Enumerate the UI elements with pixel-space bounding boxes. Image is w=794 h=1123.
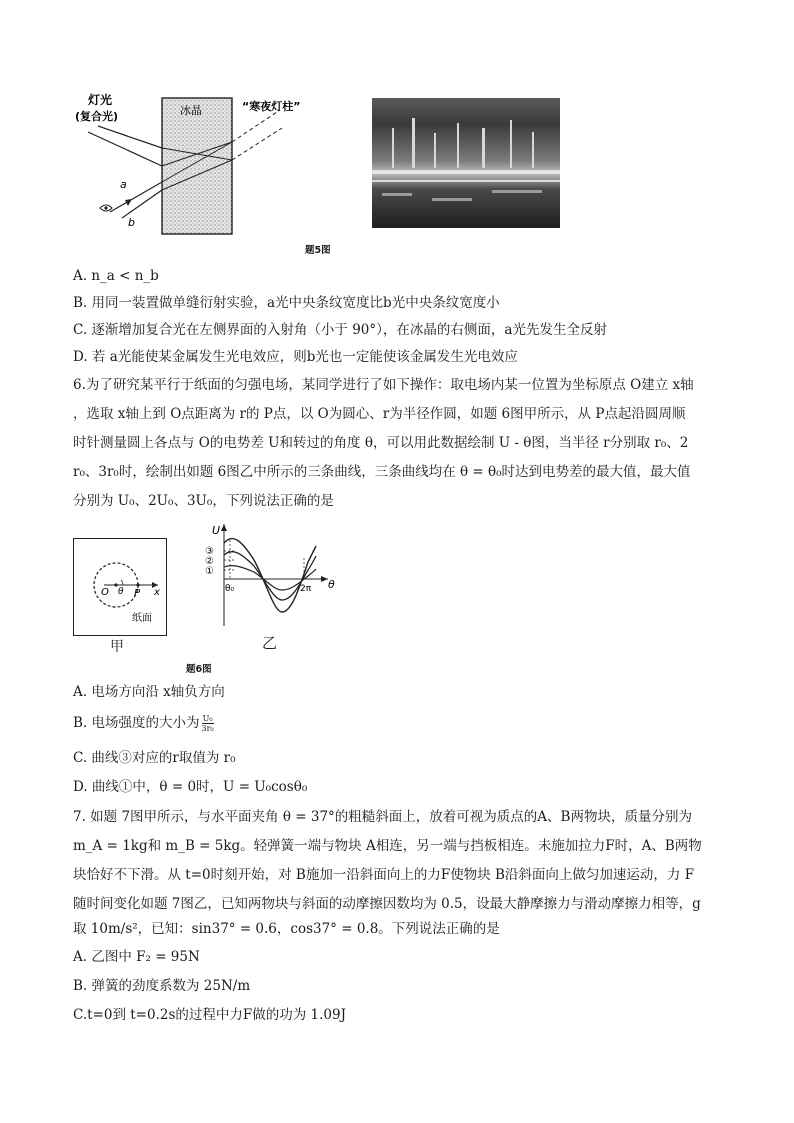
night-city-photo [372, 98, 560, 228]
theta0-tick: θ₀ [225, 584, 235, 594]
theta-axis-label: θ [328, 578, 335, 591]
q6-option-a: A. 电场方向沿 x轴负方向 [73, 684, 225, 700]
q5-option-b: B. 用同一装置做单缝衍射实验，a光中央条纹宽度比b光中央条纹宽度小 [73, 295, 500, 311]
q6-stem-line-4: r₀、3r₀时，绘制出如题 6图乙中所示的三条曲线，三条曲线均在 θ = θ₀时达到电势差的最大值，最大值 [73, 464, 691, 480]
figure-6-yi [196, 520, 338, 632]
label-light-sub: (复合光) [75, 110, 119, 123]
label-crystal: 冰晶 [180, 104, 202, 117]
q5-option-c: C. 逐渐增加复合光在左侧界面的入射角（小于 90°），在冰晶的右侧面，a光先发生全反射 [73, 322, 607, 338]
figure-6-yi-diagram [196, 520, 338, 632]
point-p-label: P [134, 588, 141, 599]
figure-6-yi-label: 乙 [262, 634, 278, 652]
q5-option-a: A. n_a < n_b [73, 268, 159, 284]
figure-5-caption: 题5图 [305, 245, 331, 256]
q7-stem-line-2: m_A = 1kg和 m_B = 5kg。轻弹簧一端与物块 A相连，另一端与挡板相连。未施加拉力F时，A、B两物 [73, 838, 702, 854]
q7-stem-line-5: 取 10m/s²，已知：sin37° = 0.6，cos37° = 0.8。下列说法正确的是 [73, 921, 500, 937]
q6-option-b [73, 713, 216, 733]
fraction-numerator: U₀ [202, 714, 213, 723]
paper-plane-label: 纸面 [132, 613, 152, 624]
q6-stem-line-5: 分别为 U₀、2U₀、3U₀，下列说法正确的是 [73, 493, 334, 509]
q5-option-d: D. 若 a光能使某金属发生光电效应，则b光也一定能使该金属发生光电效应 [73, 349, 518, 365]
q6-stem-line-2: ，选取 x轴上到 O点距离为 r的 P点，以 O为圆心、r为半径作圆，如题 6图甲所示，从 P点起沿圆周顺 [73, 406, 686, 422]
theta-label: θ [118, 587, 124, 597]
figure-6-jia-diagram [74, 539, 166, 635]
figure-6-jia [73, 538, 167, 636]
fraction-denominator: 3r₀ [201, 724, 214, 733]
u-axis-label: U [212, 524, 221, 537]
q6-option-b-text: B. 电场强度的大小为 [73, 715, 200, 731]
ray-a-label: a [120, 178, 127, 191]
curve-3 [224, 539, 316, 612]
ice-crystal [162, 98, 232, 234]
q6-option-c: C. 曲线③对应的r取值为 r₀ [73, 750, 236, 766]
q7-option-b: B. 弹簧的劲度系数为 25N/m [73, 978, 251, 994]
q6-option-d: D. 曲线①中，θ = 0时，U = U₀cosθ₀ [73, 779, 308, 795]
label-light: 灯光 [88, 93, 113, 107]
q6-stem-line-3: 时针测量圆上各点与 O的电势差 U和转过的角度 θ，可以用此数据绘制 U - θ图，当半径 r分别取 r₀、2 [73, 435, 689, 451]
curve-2-label: ② [205, 556, 214, 567]
photo-texture [372, 98, 560, 228]
q6-option-b-fraction [202, 714, 214, 733]
x-axis-label: x [154, 587, 160, 598]
label-pillar: “寒夜灯柱” [242, 100, 301, 113]
origin-label: O [101, 587, 109, 598]
q6-stem-line-1: 6.为了研究某平行于纸面的匀强电场，某同学进行了如下操作：取电场内某一位置为坐标原点 O建立 x轴 [73, 377, 694, 393]
curve-3-label: ③ [205, 546, 214, 557]
q7-stem-line-3: 块恰好不下滑。从 t=0时刻开始，对 B施加一沿斜面向上的力F使物块 B沿斜面向上做匀加速运动，力 F [73, 867, 695, 883]
figure-5-diagram [70, 88, 370, 238]
ray-b-label: b [128, 216, 135, 229]
figure-5 [70, 88, 370, 238]
q7-stem-line-1: 7. 如题 7图甲所示，与水平面夹角 θ = 37°的粗糙斜面上，放着可视为质点的A、B两物块，质量分别为 [73, 809, 692, 825]
q7-stem-line-4: 随时间变化如题 7图乙，已知两物块与斜面的动摩擦因数均为 0.5，设最大静摩擦力与滑动摩擦力相等，g [73, 896, 701, 912]
figure-6-jia-label: 甲 [110, 639, 124, 655]
two-pi-tick: 2π [300, 584, 312, 594]
figure-6-caption: 题6图 [186, 664, 212, 675]
q7-option-a: A. 乙图中 F₂ = 95N [73, 949, 200, 965]
curve-1-label: ① [205, 566, 214, 577]
q7-option-c: C.t=0到 t=0.2s的过程中力F做的功为 1.09J [73, 1007, 347, 1023]
